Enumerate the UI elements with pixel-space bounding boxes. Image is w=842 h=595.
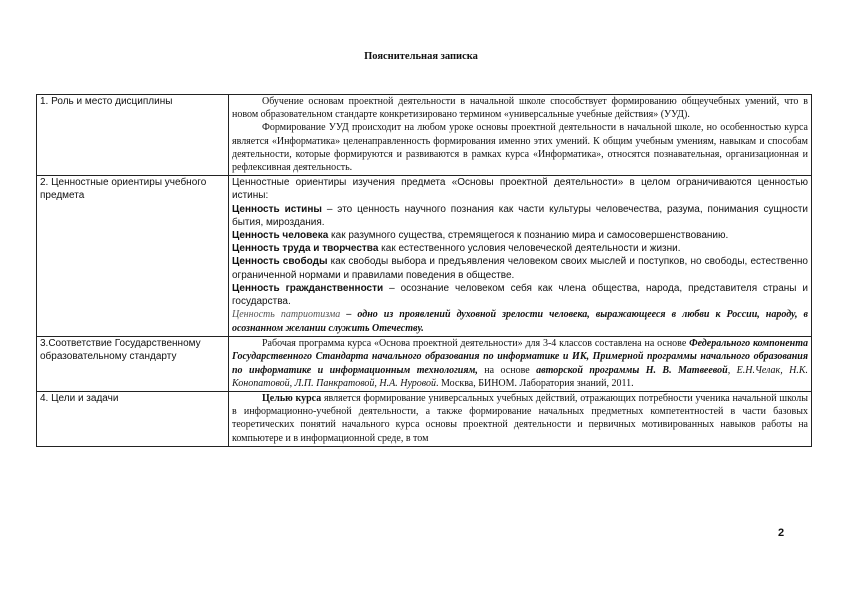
row-label-goals: 4. Цели и задачи <box>37 392 229 447</box>
row-content-goals <box>229 392 812 447</box>
row-content-role <box>229 95 812 176</box>
table-row-values <box>37 176 812 337</box>
page-number: 2 <box>778 527 785 539</box>
value-term: Ценность истины <box>232 203 322 215</box>
row-label-standard: 3.Соответствие Государственному образовательному стандарту <box>37 337 229 392</box>
standard-text-1: Рабочая программа курса «Основа проектной деятельности» для 3-4 классов составлена на основе <box>262 338 690 350</box>
value-item <box>232 282 808 308</box>
row-label-role: 1. Роль и место дисциплины <box>37 95 229 176</box>
standard-text-3: на основе <box>477 364 537 376</box>
standard-text-6: . Москва, БИНОМ. Лаборатория знаний, 2011. <box>436 377 634 389</box>
role-paragraph-2: Формирование УУД происходит на любом уроке основы проектной деятельности в начальной школе, но особенностью курса является «Информатика» целенаправленность формирования именно этих умений. К общим учебным умениям, навыкам и способам деятельности, которые формируются и развиваются в рамках курса «Информатика», относятся познавательная, организационная и рефлексивная деятельность. <box>232 122 808 174</box>
value-text: как разумного существа, стремящегося к познанию мира и самосовершенствованию. <box>328 230 729 242</box>
value-item <box>232 229 808 242</box>
value-term: Ценность человека <box>232 230 329 242</box>
standard-text-4: авторской программы Н. В. Матвеевой <box>536 364 728 376</box>
standard-text-5: , Е.Н.Челак, Н.К. Конопатовой, Л.П. Панкратовой, Н.А. Нуровой <box>232 364 809 389</box>
standard-text-2: Федерального компонента Государственного Стандарта начального образования по информатике и ИК, Примерной программы начального образования по информатике и информационным технологиям, <box>232 338 809 376</box>
goals-paragraph <box>232 392 808 445</box>
patriotism-term: Ценность патриотизма <box>232 309 341 321</box>
value-item <box>232 203 808 229</box>
table-row-standard <box>37 337 812 392</box>
value-text: как естественного условия человеческой деятельности и жизни. <box>378 243 681 255</box>
patriotism-item <box>232 308 808 335</box>
value-item <box>232 242 808 255</box>
value-term: Ценность гражданственности <box>232 282 384 294</box>
value-text: – это ценность научного познания как части культуры человечества, разума, понимания сущности бытия, мироздания. <box>232 203 808 228</box>
table-row-role <box>37 95 812 176</box>
row-content-values <box>229 176 812 337</box>
document-title: Пояснительная записка <box>364 51 478 62</box>
values-intro: Ценностные ориентиры изучения предмета «Основы проектной деятельности» в целом ограничиваются ценностью истины: <box>232 177 808 202</box>
value-item <box>232 255 808 281</box>
explanatory-table <box>36 94 812 447</box>
value-text: – осознание человеком себя как члена общества, народа, представителя страны и государства. <box>232 282 808 308</box>
value-term: Ценность труда и творчества <box>232 243 379 255</box>
patriotism-text: – одно из проявлений духовной зрелости человека, выражающееся в любви к России, народу, в осознанном желании служить Отечеству. <box>232 309 808 334</box>
value-text: как свободы выбора и предъявления человеком своих мыслей и поступков, но свободы, естественно ограниченной нормами и правилами поведения в обществе. <box>232 256 808 281</box>
goal-text: является формирование универсальных учебных действий, отражающих потребности ученика начальной школы в информационно-учебной деятельности, а также формирование начальных предметных компетентностей в части базовых теоретических понятий начального курса основы проектной деятельности и первичных мотивированных навыков работы на компьютере и в информационной среде, в том <box>232 393 808 444</box>
role-paragraph-1: Обучение основам проектной деятельности в начальной школе способствует формированию общеучебных умений, что в новом образовательном стандарте конкретизировано термином «универсальные учебные действия» (УУД). <box>232 96 808 121</box>
row-label-values: 2. Ценностные ориентиры учебного предмета <box>37 176 229 337</box>
row-content-standard <box>229 337 812 392</box>
standard-paragraph <box>232 337 808 390</box>
table-row-goals <box>37 392 812 447</box>
goal-term: Целью курса <box>262 393 322 405</box>
value-term: Ценность свободы <box>232 256 328 268</box>
